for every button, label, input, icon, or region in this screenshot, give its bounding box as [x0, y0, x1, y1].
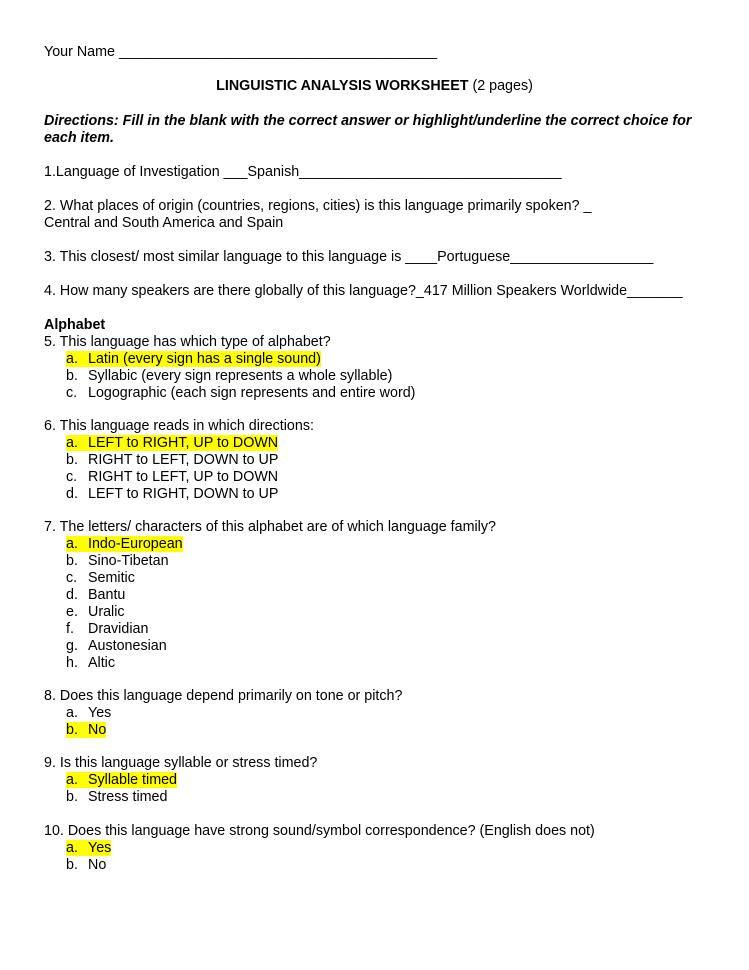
question-2-answer: Central and South America and Spain	[44, 215, 284, 231]
option-letter: a.	[66, 772, 78, 788]
answer-option	[66, 621, 148, 638]
answer-option	[66, 452, 278, 469]
answer-text	[66, 452, 278, 468]
highlighted-answer	[66, 722, 106, 738]
directions: Directions: Fill in the blank with the correct answer or highlight/underline the correct choice for each item.	[44, 113, 692, 146]
option-letter: f.	[66, 621, 74, 637]
worksheet-title	[0, 78, 749, 95]
answer-option	[66, 385, 415, 402]
option-text: RIGHT to LEFT, UP to DOWN	[88, 469, 279, 485]
alphabet-heading: Alphabet	[44, 317, 106, 333]
option-text: LEFT to RIGHT, UP to DOWN	[88, 435, 279, 451]
answer-option	[66, 772, 177, 789]
question-10: 10. Does this language have strong sound/symbol correspondence? (English does not)	[44, 823, 595, 839]
question-5: 5. This language has which type of alphabet?	[44, 334, 331, 350]
answer-option	[66, 655, 115, 672]
answer-text	[66, 368, 392, 384]
answer-option	[66, 604, 125, 621]
option-letter: h.	[66, 655, 78, 671]
highlighted-answer	[66, 840, 111, 856]
option-text: Stress timed	[88, 789, 168, 805]
answer-text	[66, 486, 278, 502]
option-letter: c.	[66, 570, 78, 586]
option-text: Dravidian	[88, 621, 149, 637]
answer-option	[66, 587, 125, 604]
option-letter: b.	[66, 857, 78, 873]
question-4: 4. How many speakers are there globally of this language?_417 Million Speakers Worldwide_______	[44, 283, 683, 299]
option-text: Indo-European	[88, 536, 183, 552]
option-text: Bantu	[88, 587, 126, 603]
highlighted-answer	[66, 435, 278, 451]
option-text: Syllable timed	[88, 772, 177, 788]
option-letter: b.	[66, 452, 78, 468]
question-8: 8. Does this language depend primarily on tone or pitch?	[44, 688, 403, 704]
option-letter: c.	[66, 385, 78, 401]
answer-text	[66, 789, 167, 805]
option-text: RIGHT to LEFT, DOWN to UP	[88, 452, 279, 468]
answer-option	[66, 553, 169, 570]
answer-text	[66, 570, 135, 586]
option-text: Austonesian	[88, 638, 167, 654]
option-letter: d.	[66, 486, 78, 502]
answer-option	[66, 789, 167, 806]
option-text: No	[88, 722, 107, 738]
answer-text	[66, 655, 115, 671]
answer-option	[66, 570, 135, 587]
answer-option	[66, 536, 183, 553]
option-letter: a.	[66, 536, 78, 552]
option-letter: d.	[66, 587, 78, 603]
answer-option	[66, 705, 111, 722]
answer-option	[66, 435, 278, 452]
answer-text	[66, 587, 125, 603]
option-letter: a.	[66, 435, 78, 451]
answer-option	[66, 722, 106, 739]
option-text: Logographic (each sign represents and entire word)	[88, 385, 416, 401]
answer-text	[66, 705, 111, 721]
option-text: Uralic	[88, 604, 125, 620]
option-text: Semitic	[88, 570, 135, 586]
title-suffix: (2 pages)	[468, 78, 533, 94]
option-letter: a.	[66, 351, 78, 367]
answer-option	[66, 857, 106, 874]
option-letter: a.	[66, 840, 78, 856]
option-letter: c.	[66, 469, 78, 485]
answer-text	[66, 621, 148, 637]
option-text: Latin (every sign has a single sound)	[88, 351, 321, 367]
question-3: 3. This closest/ most similar language to this language is ____Portuguese__________________	[44, 249, 654, 265]
option-letter: b.	[66, 789, 78, 805]
question-1: 1.Language of Investigation ___Spanish_________________________________	[44, 164, 562, 180]
answer-option	[66, 368, 392, 385]
option-letter: g.	[66, 638, 78, 654]
option-text: Yes	[88, 840, 112, 856]
option-letter: b.	[66, 368, 78, 384]
option-text: Syllabic (every sign represents a whole syllable)	[88, 368, 393, 384]
highlighted-answer	[66, 536, 183, 552]
answer-text	[66, 553, 169, 569]
highlighted-answer	[66, 351, 321, 367]
question-6: 6. This language reads in which directions:	[44, 418, 314, 434]
option-text: Sino-Tibetan	[88, 553, 169, 569]
answer-text	[66, 857, 106, 873]
question-9: 9. Is this language syllable or stress timed?	[44, 755, 318, 771]
option-letter: e.	[66, 604, 78, 620]
option-text: Yes	[88, 705, 112, 721]
option-text: No	[88, 857, 107, 873]
answer-text	[66, 604, 125, 620]
answer-option	[66, 486, 278, 503]
answer-option	[66, 638, 167, 655]
answer-option	[66, 840, 111, 857]
option-text: Altic	[88, 655, 116, 671]
name-line: Your Name ________________________________________	[44, 44, 438, 60]
answer-text	[66, 638, 167, 654]
option-letter: b.	[66, 722, 78, 738]
title-bold: LINGUISTIC ANALYSIS WORKSHEET	[216, 78, 469, 94]
option-letter: a.	[66, 705, 78, 721]
answer-option	[66, 351, 321, 368]
question-7: 7. The letters/ characters of this alphabet are of which language family?	[44, 519, 496, 535]
answer-text	[66, 469, 278, 485]
answer-option	[66, 469, 278, 486]
option-letter: b.	[66, 553, 78, 569]
question-2: 2. What places of origin (countries, regions, cities) is this language primarily spoken? _	[44, 198, 592, 214]
highlighted-answer	[66, 772, 177, 788]
option-text: LEFT to RIGHT, DOWN to UP	[88, 486, 279, 502]
answer-text	[66, 385, 415, 401]
